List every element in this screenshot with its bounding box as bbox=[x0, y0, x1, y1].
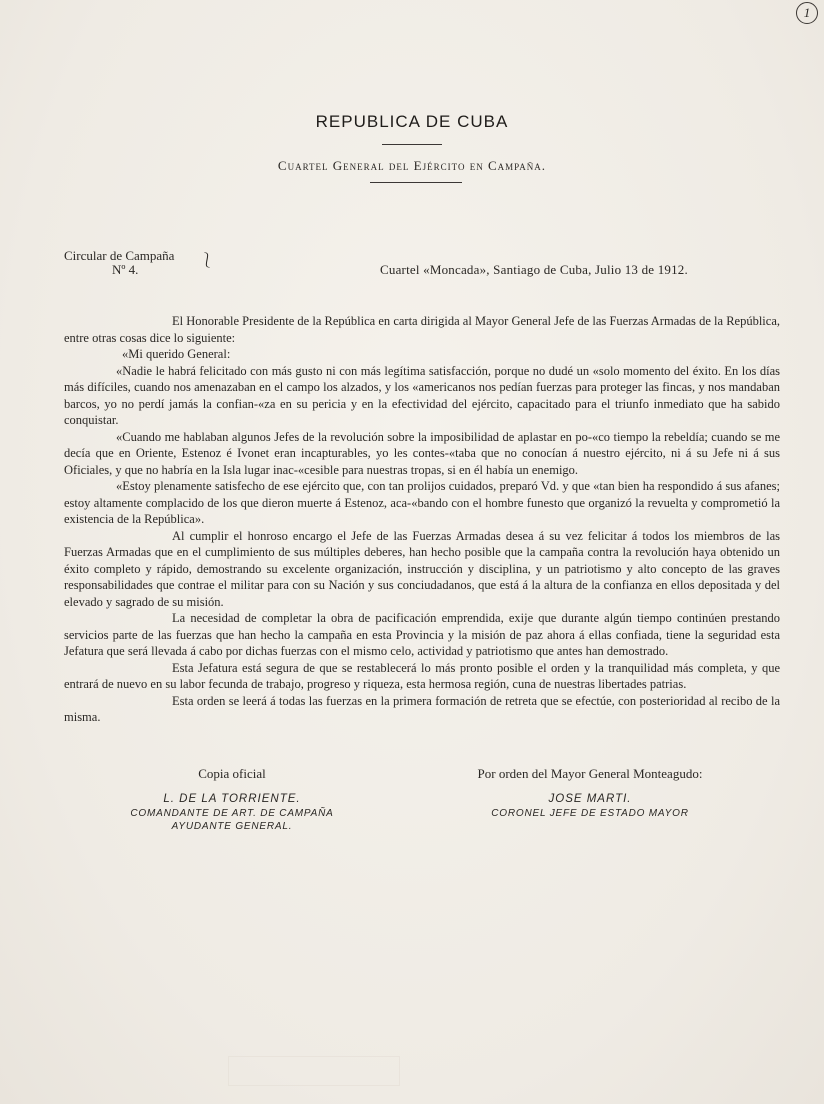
brace-mark: ⎱ bbox=[200, 254, 214, 269]
body-paragraph-3: Esta Jefatura está segura de que se restablecerá lo más pronto posible el orden y la tranquilidad más completa, y que entrará de nuevo en su labor fecunda de trabajo, progreso y riqueza, esta hermosa región, cuna de nuestras libertades patrias. bbox=[64, 660, 780, 691]
attestation-right: Por orden del Mayor General Monteagudo: bbox=[477, 766, 703, 781]
quote-paragraph-1: «Nadie le habrá felicitado con más gusto ni con más legítima satisfacción, porque no dudé un «solo momento del éxito. En los días más difíciles, cuando nos amenazaban en el campo los alzados, y los «americanos nos pedían fuerzas para proteger las fincas, y nos mandaban barcos, yo no perdí jamás la confian-«za en su pericia y en la efectividad del ejército, capacitado para el triunfo inmediato que ha sabido conquistar. bbox=[64, 363, 780, 427]
signatory-name-right: JOSE MARTI. bbox=[548, 793, 632, 805]
signatory-role-right-1: CORONEL JEFE DE ESTADO MAYOR bbox=[491, 808, 689, 819]
signature-left bbox=[92, 766, 372, 833]
document-subtitle: Cuartel General del Ejército en Campaña. bbox=[277, 158, 547, 173]
salutation: «Mi querido General: bbox=[122, 347, 231, 361]
body-paragraph-4: Esta orden se leerá á todas las fuerzas en la primera formación de retreta que se efectúe, con posterioridad al recibo de la misma. bbox=[64, 693, 780, 724]
signatory-role-left-1: COMANDANTE DE ART. DE CAMPAÑA bbox=[130, 808, 334, 819]
intro-paragraph: El Honorable Presidente de la República en carta dirigida al Mayor General Jefe de las Fuerzas Armadas de la República, entre otras cosas dice lo siguiente: bbox=[64, 314, 780, 345]
document-title: REPUBLICA DE CUBA bbox=[315, 112, 509, 131]
body-paragraph-2: La necesidad de completar la obra de pacificación emprendida, exije que durante algún tiempo continúen prestando servicios parte de las fuerzas que han hecho la campaña en esta Provincia y la misión de paz ahora á ellas confiada, tiene la seguridad esta Jefatura que será llevada á cabo por dichas fuerzas con el mismo celo, actividad y patriotismo que antes han demostrado. bbox=[64, 611, 780, 658]
signature-right bbox=[440, 766, 740, 820]
body-paragraph-1: Al cumplir el honroso encargo el Jefe de las Fuerzas Armadas desea á su vez felicitar á todos los miembros de las Fuerzas Armadas que en el cumplimiento de sus múltiples deberes, han hecho posible que la campaña contra la revolución haya obtenido un éxito completo y rápido, demostrando su excelente organización, instrucción y disciplina, y un patriotismo y alto concepto de las graves responsabilidades que contrae el militar para con su Nación y sus conciudadanos, que está á la altura de la confianza en ellos depositada y del elevado y sagrado de su misión. bbox=[64, 528, 780, 609]
signatory-name-left: L. DE LA TORRIENTE. bbox=[163, 793, 301, 805]
circular-number: Nº 4. bbox=[112, 262, 139, 277]
circular-label: Circular de Campaña bbox=[64, 248, 175, 263]
attestation-left: Copia oficial bbox=[198, 766, 266, 781]
subtitle-divider bbox=[370, 182, 462, 183]
page-number: 1 bbox=[796, 2, 818, 24]
place-date: Cuartel «Moncada», Santiago de Cuba, Julio 13 de 1912. bbox=[380, 262, 688, 277]
faint-stamp bbox=[228, 1056, 400, 1086]
signatory-role-left-2: AYUDANTE GENERAL. bbox=[171, 821, 293, 832]
quote-paragraph-3: «Estoy plenamente satisfecho de ese ejército que, con tan prolijos cuidados, preparó Vd. y que «tan bien ha respondido á sus afanes; estoy altamente complacido de los que dieron muerte á Estenoz, aca-«bando con el hombre funesto que organizó la revuelta y comprometió la existencia de la República». bbox=[64, 479, 780, 526]
document-body bbox=[64, 313, 780, 726]
quote-paragraph-2: «Cuando me hablaban algunos Jefes de la revolución sobre la imposibilidad de aplastar en po-«co tiempo la rebeldía; cuando se me decía que en Oriente, Estenoz é Ivonet eran incapturables, yo les contes-«taba que no conocían á nuestro ejército, ni á su Jefe ni á sus Oficiales, y que no habría en la Isla lugar inac-«cesible para nuestras tropas, si en él había un enemigo. bbox=[64, 429, 780, 477]
title-divider bbox=[382, 144, 442, 145]
